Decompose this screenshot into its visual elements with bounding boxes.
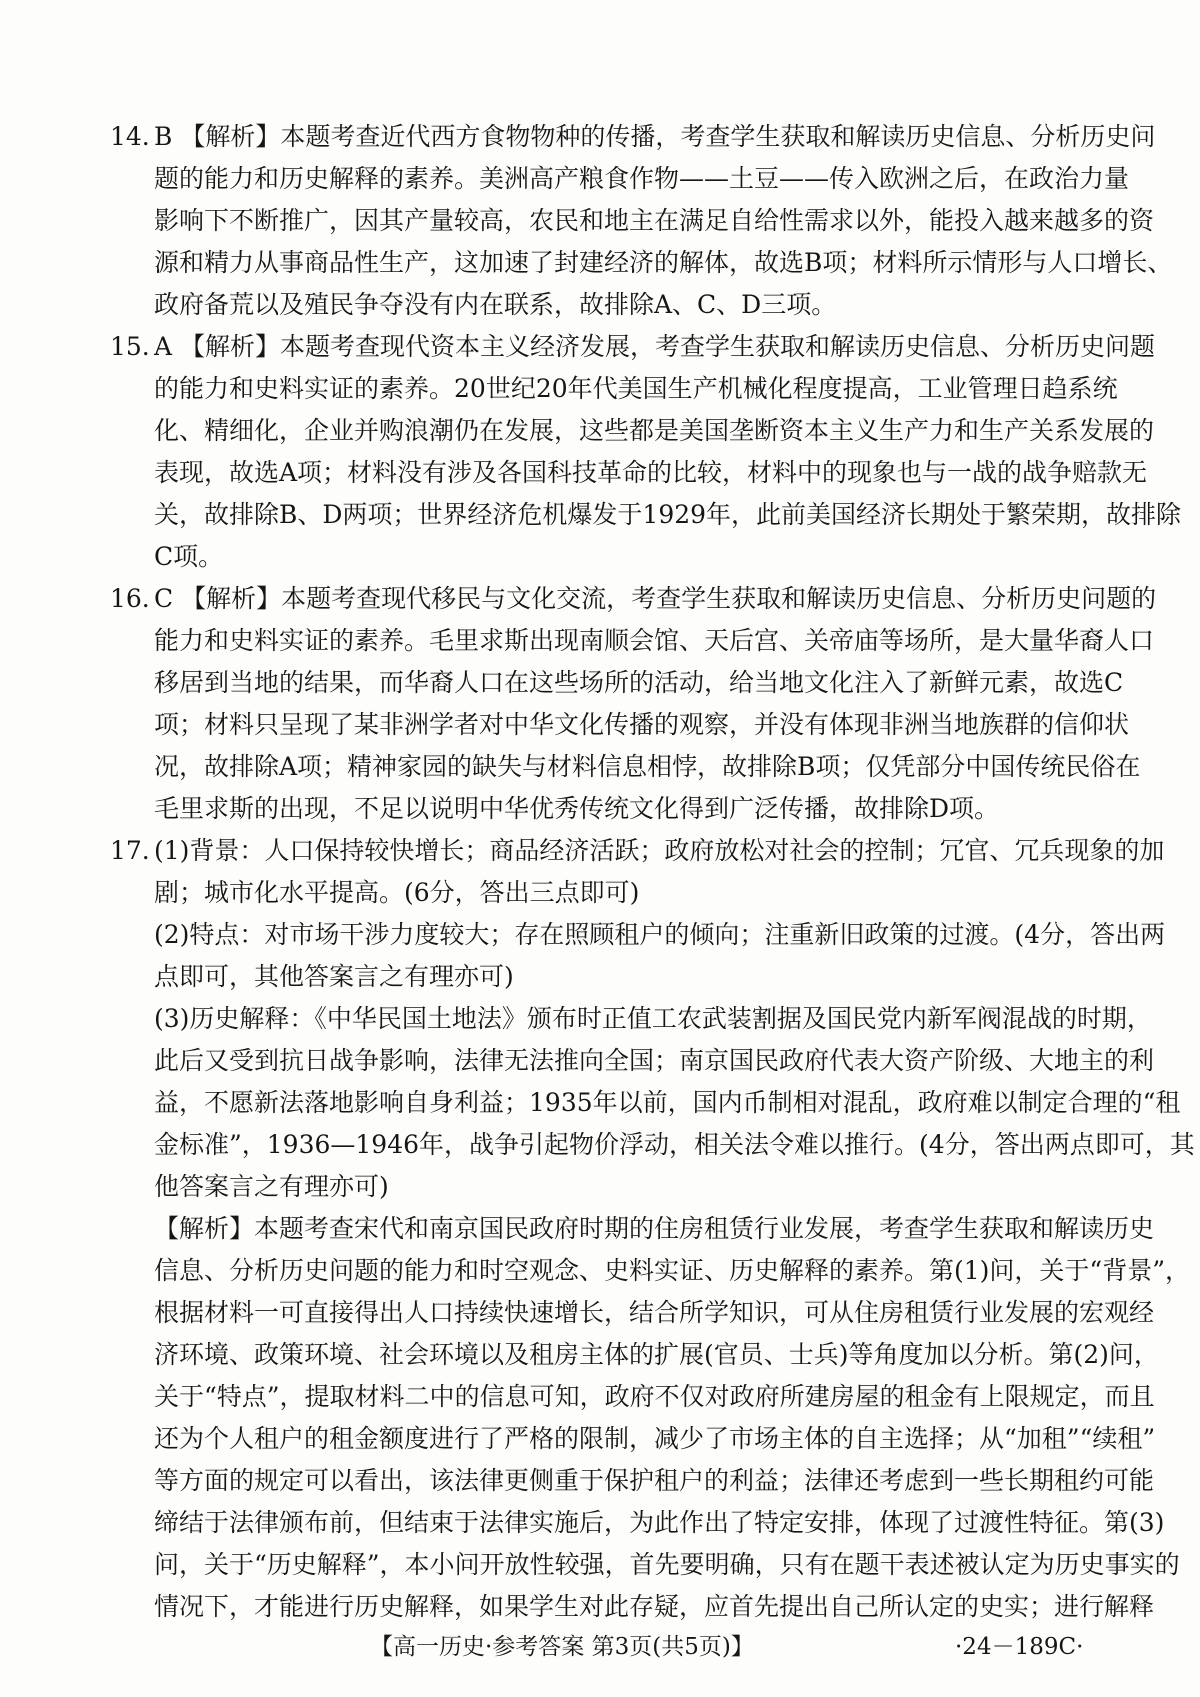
q17-line-2: 剧；城市化水平提高。(6分，答出三点即可) (154, 878, 640, 907)
answer-content (110, 120, 1195, 1632)
q17-line-7: 益，不愿新法落地影响自身利益；1935年以前，国内币制相对混乱，政府难以制定合理的“租 (154, 1088, 1181, 1117)
page-footer (0, 1632, 1200, 1662)
q17-analysis-line-10: 情况下，才能进行历史解释，如果学生对此存疑，应首先提出自己所认定的史实；进行解释 (154, 1592, 1155, 1621)
q17-text-1: (1)背景：人口保持较快增长；商品经济活跃；政府放松对社会的控制；冗官、冗兵现象的加 (154, 836, 1165, 865)
q17-analysis-line-8: 缔结于法律颁布前，但结束于法律实施后，为此作出了特定安排，体现了过渡性特征。第(3) (154, 1508, 1165, 1537)
q17-line-9: 他答案言之有理亦可) (154, 1172, 389, 1201)
question-number: 14. (110, 122, 150, 151)
q16-line-3: 移居到当地的结果，而华裔人口在这些场所的活动，给当地文化注入了新鲜元素，故选C (154, 668, 1124, 697)
footer-code: ·24－189C· (955, 1634, 1084, 1660)
q16-text-1: C 【解析】本题考查现代移民与文化交流，考查学生获取和解读历史信息、分析历史问题的 (154, 584, 1157, 613)
q17-analysis-line-4: 济环境、政策环境、社会环境以及租房主体的扩展(官员、士兵)等角度加以分析。第(2)问， (154, 1340, 1159, 1369)
q15-line-2: 的能力和史料实证的素养。20世纪20年代美国生产机械化程度提高，工业管理日趋系统 (154, 374, 1118, 403)
q17-analysis-line-7: 等方面的规定可以看出，该法律更侧重于保护租户的利益；法律还考虑到一些长期租约可能 (154, 1466, 1155, 1495)
question-number: 16. (110, 584, 150, 613)
question-number: 17. (110, 836, 150, 865)
q15-line-6: C项。 (154, 542, 224, 571)
q15-text-1: A 【解析】本题考查现代资本主义经济发展，考查学生获取和解读历史信息、分析历史问题 (154, 332, 1156, 361)
q17-analysis-line-5: 关于“特点”，提取材料二中的信息可知，政府不仅对政府所建房屋的租金有上限规定，而且 (154, 1382, 1155, 1411)
q14-line-2: 题的能力和历史解释的素养。美洲高产粮食作物——土豆——传入欧洲之后，在政治力量 (154, 164, 1130, 193)
q17-line-8: 金标准”，1936—1946年，战争引起物价浮动，相关法令难以推行。(4分，答出两点即可，其 (154, 1130, 1195, 1159)
q17-analysis-line-6: 还为个人租户的租金额度进行了严格的限制，减少了市场主体的自主选择；从“加租”“续租” (154, 1424, 1156, 1453)
q16-line-4: 项；材料只呈现了某非洲学者对中华文化传播的观察，并没有体现非洲当地族群的信仰状 (154, 710, 1130, 739)
q14-line-5: 政府备荒以及殖民争夺没有内在联系，故排除A、C、D三项。 (154, 290, 837, 319)
q17-analysis-line-1: 【解析】本题考查宋代和南京国民政府时期的住房租赁行业发展，考查学生获取和解读历史 (154, 1214, 1155, 1243)
q17-line-6: 此后又受到抗日战争影响，法律无法推向全国；南京国民政府代表大资产阶级、大地主的利 (154, 1046, 1155, 1075)
q17-analysis-line-3: 根据材料一可直接得出人口持续快速增长，结合所学知识，可从住房租赁行业发展的宏观经 (154, 1298, 1155, 1327)
q16-line-2: 能力和史料实证的素养。毛里求斯出现南顺会馆、天后宫、关帝庙等场所，是大量华裔人口 (154, 626, 1155, 655)
q15-line-4: 表现，故选A项；材料没有涉及各国科技革命的比较，材料中的现象也与一战的战争赔款无 (154, 458, 1148, 487)
q14-line-3: 影响下不断推广，因其产量较高，农民和地主在满足自给性需求以外，能投入越来越多的资 (154, 206, 1155, 235)
q16-line-1 (110, 582, 1157, 616)
q17-analysis-line-2: 信息、分析历史问题的能力和时空观念、史料实证、历史解释的素养。第(1)问，关于“背景”， (154, 1256, 1190, 1285)
question-number: 15. (110, 332, 150, 361)
q17-line-5: (3)历史解释：《中华民国土地法》颁布时正值工农武装割据及国民党内新军阀混战的时期， (154, 1004, 1152, 1033)
q17-line-4: 点即可，其他答案言之有理亦可) (154, 962, 514, 991)
footer-page-info: 【高一历史·参考答案 第3页(共5页)】 (370, 1634, 754, 1660)
q16-line-6: 毛里求斯的出现，不足以说明中华优秀传统文化得到广泛传播，故排除D项。 (154, 794, 1000, 823)
q14-line-4: 源和精力从事商品性生产，这加速了封建经济的解体，故选B项；材料所示情形与人口增长、 (154, 248, 1173, 277)
q15-line-1 (110, 330, 1156, 364)
q14-line-1 (110, 120, 1156, 154)
q17-analysis-line-9: 问，关于“历史解释”，本小问开放性较强，首先要明确，只有在题干表述被认定为历史事实的 (154, 1550, 1180, 1579)
q15-line-5: 关，故排除B、D两项；世界经济危机爆发于1929年，此前美国经济长期处于繁荣期，故排除 (154, 500, 1182, 529)
q15-line-3: 化、精细化，企业并购浪潮仍在发展，这些都是美国垄断资本主义生产力和生产关系发展的 (154, 416, 1155, 445)
q16-line-5: 况，故排除A项；精神家园的缺失与材料信息相悖，故排除B项；仅凭部分中国传统民俗在 (154, 752, 1141, 781)
q17-line-3: (2)特点：对市场干涉力度较大；存在照顾租户的倾向；注重新旧政策的过渡。(4分，答出两 (154, 920, 1166, 949)
q14-text-1: B 【解析】本题考查近代西方食物物种的传播，考查学生获取和解读历史信息、分析历史问 (154, 122, 1156, 151)
q17-line-1 (110, 834, 1165, 868)
